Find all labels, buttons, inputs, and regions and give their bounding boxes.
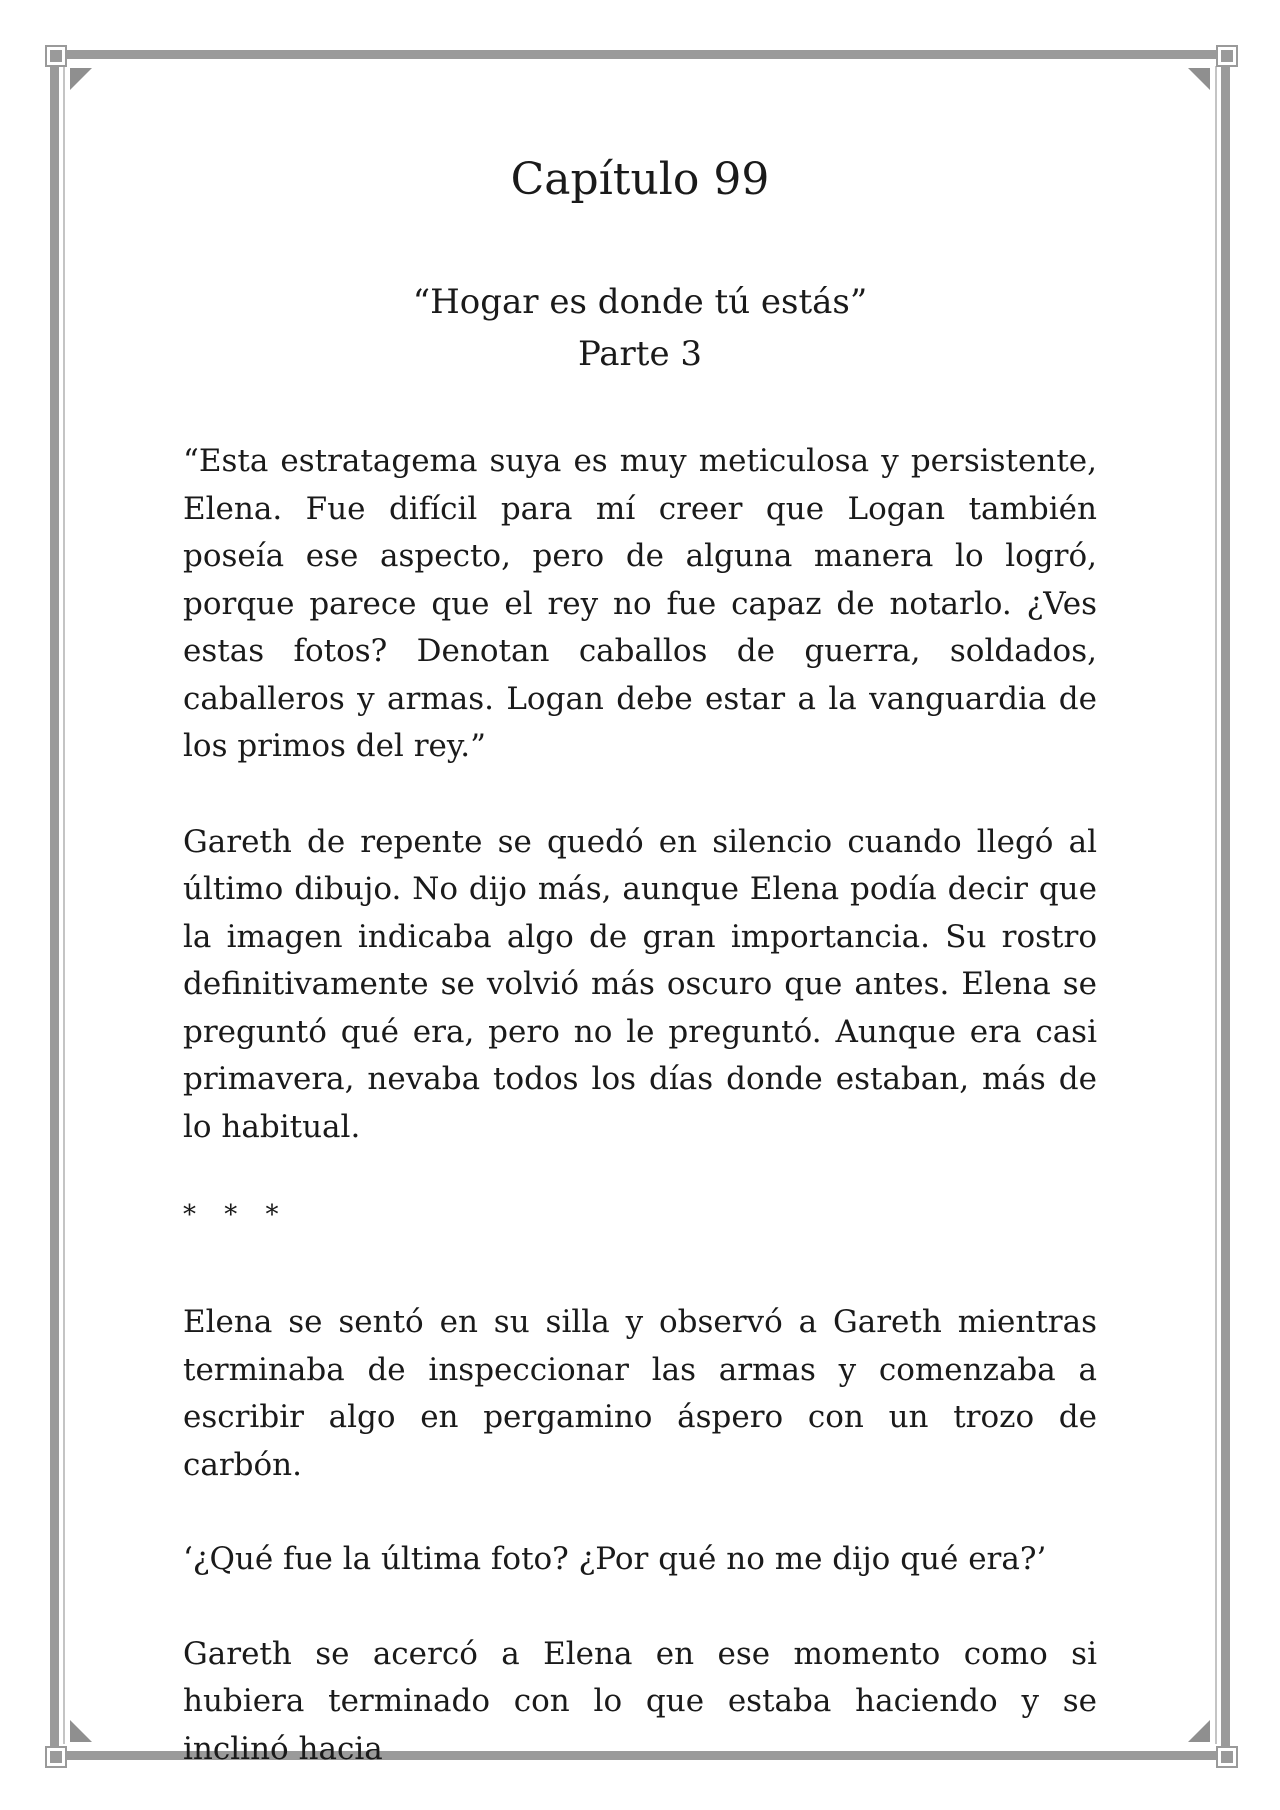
paragraph-1: “Esta estratagema suya es muy meticulosa y persistente, Elena. Fue difícil para mí creer que Logan también poseía ese aspecto, pero de alguna manera lo logró, porque parece que el rey no fue capaz de notarlo. ¿Ves estas fotos? Denotan caballos de guerra, soldados, caballeros y armas. Logan debe estar a la vanguardia de los primos del rey.” (183, 443, 1097, 764)
frame-corner-ornament-top-right (1218, 47, 1236, 65)
frame-border-top (60, 50, 1220, 59)
corner-triangle-top-left (70, 68, 92, 90)
page-content (183, 150, 1097, 1773)
chapter-title: Capítulo 99 (510, 154, 770, 205)
paragraph-5: Gareth se acercó a Elena en ese momento como si hubiera terminado con lo que estaba haciendo y se inclinó hacia (183, 1635, 1097, 1767)
corner-triangle-bottom-right (1188, 1720, 1210, 1742)
corner-triangle-top-right (1188, 68, 1210, 90)
frame-inner-line-left (63, 66, 65, 1744)
frame-corner-ornament-top-left (47, 47, 65, 65)
frame-corner-ornament-bottom-left (47, 1748, 65, 1766)
frame-inner-line-right (1215, 66, 1217, 1744)
paragraph-3: Elena se sentó en su silla y observó a Gareth mientras terminaba de inspeccionar las armas y comenzaba a escribir algo en pergamino áspero con un trozo de carbón. (183, 1304, 1097, 1483)
paragraph-2: Gareth de repente se quedó en silencio cuando llegó al último dibujo. No dijo más, aunque Elena podía decir que la imagen indicaba algo de gran importancia. Su rostro definitivamente se volvió más oscuro que antes. Elena se preguntó qué era, pero no le preguntó. Aunque era casi primavera, nevaba todos los días donde estaban, más de lo habitual. (183, 823, 1097, 1145)
scene-separator: * * * (183, 1200, 289, 1230)
corner-triangle-bottom-left (70, 1720, 92, 1742)
paragraph-4-thought: ‘¿Qué fue la última foto? ¿Por qué no me dijo qué era?’ (183, 1541, 1047, 1577)
chapter-part: Parte 3 (577, 334, 703, 374)
chapter-subtitle: “Hogar es donde tú estás” (412, 282, 868, 322)
frame-corner-ornament-bottom-right (1218, 1748, 1236, 1766)
frame-border-left (50, 60, 59, 1750)
frame-border-right (1221, 60, 1230, 1750)
